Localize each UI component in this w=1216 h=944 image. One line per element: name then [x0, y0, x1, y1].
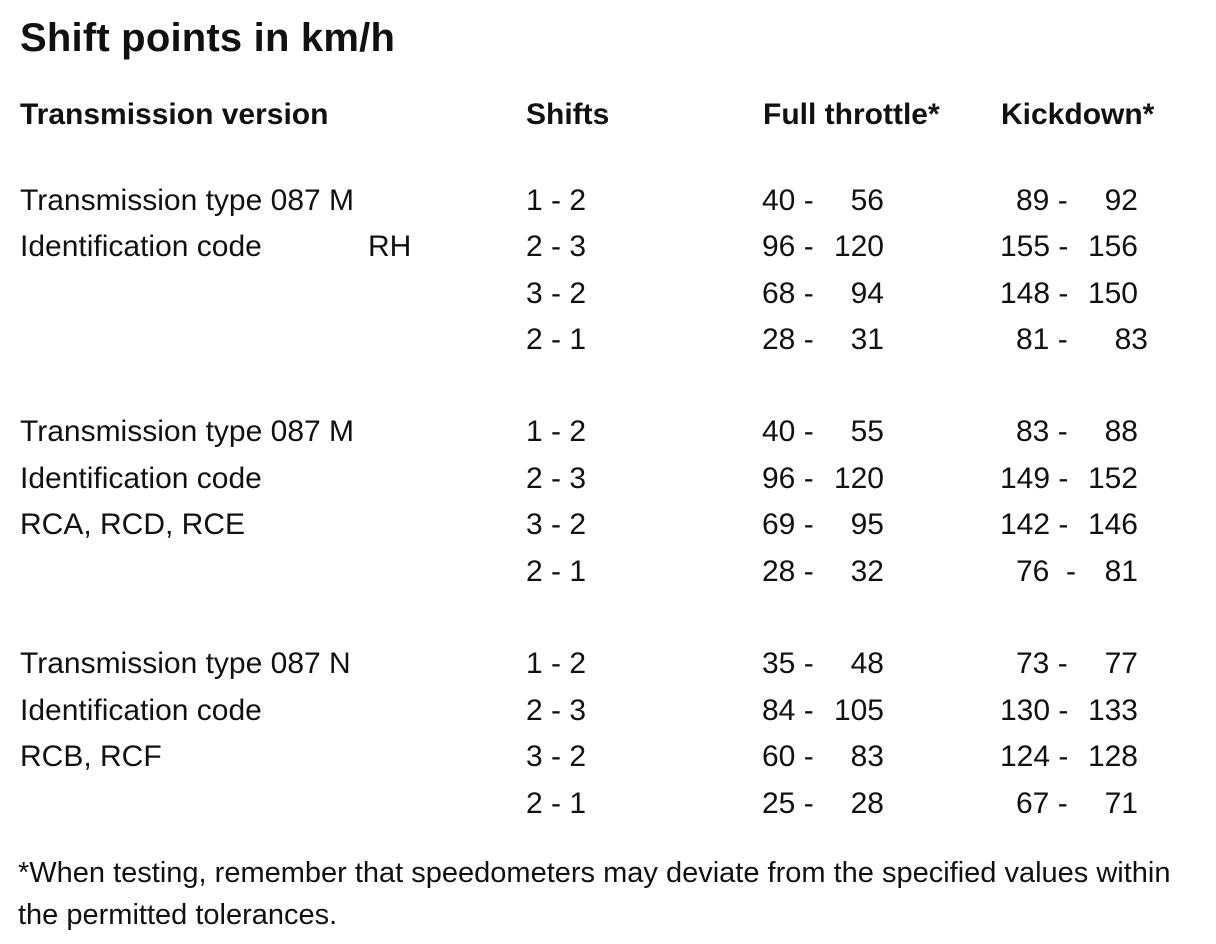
range-low: 124 - — [1000, 740, 1069, 773]
range-high: 88 — [1104, 415, 1138, 448]
kickdown-cell — [1000, 229, 1138, 265]
range-low: 142 - — [1000, 508, 1069, 541]
range-high: 81 — [1104, 555, 1138, 588]
kickdown-cell — [1000, 739, 1138, 775]
shift-cell: 3 - 2 — [526, 508, 587, 541]
version-line: RCB, RCF — [20, 740, 162, 773]
range-high: 31 — [850, 323, 884, 356]
kickdown-cell — [1000, 693, 1138, 729]
kickdown-cell — [1000, 554, 1138, 590]
kickdown-cell — [1000, 786, 1138, 822]
range-high: 28 — [850, 787, 884, 820]
range-low: 28 - — [762, 555, 814, 588]
column-header-version: Transmission version — [20, 98, 329, 131]
kickdown-cell — [1000, 276, 1138, 312]
range-high: 56 — [850, 184, 884, 217]
range-high: 83 — [1114, 323, 1148, 356]
range-high: 55 — [850, 415, 884, 448]
range-low: 149 - — [1000, 462, 1069, 495]
range-high: 133 — [1087, 694, 1138, 727]
shift-cell: 2 - 3 — [526, 462, 587, 495]
shift-cell: 2 - 1 — [526, 555, 587, 588]
version-line: Transmission type 087 N — [20, 647, 351, 680]
column-header-full-throttle: Full throttle* — [763, 98, 940, 131]
shift-cell: 2 - 1 — [526, 323, 587, 356]
version-line-text: Identification code — [20, 230, 262, 263]
range-high: 146 — [1087, 508, 1138, 541]
shift-cell: 3 - 2 — [526, 740, 587, 773]
page-title: Shift points in km/h — [20, 16, 396, 60]
version-line: Identification code — [20, 462, 262, 495]
range-low: 28 - — [762, 323, 814, 356]
range-low: 96 - — [762, 462, 814, 495]
range-high: 32 — [850, 555, 884, 588]
range-low: 83 - — [1016, 415, 1068, 448]
range-low: 40 - — [762, 184, 814, 217]
range-low: 68 - — [762, 277, 814, 310]
kickdown-cell — [1000, 507, 1138, 543]
full-throttle-cell — [762, 229, 884, 265]
full-throttle-cell — [762, 414, 884, 450]
range-high: 128 — [1087, 740, 1138, 773]
shift-cell: 2 - 1 — [526, 787, 587, 820]
shift-cell: 3 - 2 — [526, 277, 587, 310]
range-high: 95 — [850, 508, 884, 541]
full-throttle-cell — [762, 554, 884, 590]
range-low: 130 - — [1000, 694, 1069, 727]
column-header-kickdown: Kickdown* — [1001, 98, 1155, 131]
range-low: 81 - — [1016, 323, 1068, 356]
shift-cell: 2 - 3 — [526, 230, 587, 263]
range-low: 73 - — [1016, 647, 1068, 680]
version-line: Identification code — [20, 694, 262, 727]
full-throttle-cell — [762, 276, 884, 312]
range-high: 120 — [833, 230, 884, 263]
version-line: Transmission type 087 M — [20, 184, 355, 217]
range-low: 60 - — [762, 740, 814, 773]
full-throttle-cell — [762, 461, 884, 497]
full-throttle-cell — [762, 739, 884, 775]
range-low: 155 - — [1000, 230, 1069, 263]
shift-cell: 1 - 2 — [526, 184, 587, 217]
shift-cell: 1 - 2 — [526, 647, 587, 680]
version-line: RCA, RCD, RCE — [20, 508, 246, 541]
column-header-shifts: Shifts — [526, 98, 610, 131]
range-low: 40 - — [762, 415, 814, 448]
version-line — [20, 229, 412, 265]
range-high: 92 — [1104, 184, 1138, 217]
footnote: *When testing, remember that speedometers may deviate from the specified values within the permitted tolerances. — [18, 857, 1171, 931]
range-high: 120 — [833, 462, 884, 495]
full-throttle-cell — [762, 183, 884, 219]
range-low: 148 - — [1000, 277, 1069, 310]
full-throttle-cell — [762, 322, 884, 358]
full-throttle-cell — [762, 646, 884, 682]
range-high: 105 — [833, 694, 884, 727]
range-low: 67 - — [1016, 787, 1068, 820]
kickdown-cell — [1000, 414, 1138, 450]
range-low: 96 - — [762, 230, 814, 263]
full-throttle-cell — [762, 786, 884, 822]
range-low: 89 - — [1016, 184, 1068, 217]
kickdown-cell — [1000, 183, 1138, 219]
kickdown-cell — [1000, 646, 1138, 682]
shift-cell: 1 - 2 — [526, 415, 587, 448]
full-throttle-cell — [762, 507, 884, 543]
shift-cell: 2 - 3 — [526, 694, 587, 727]
range-high: 83 — [850, 740, 884, 773]
range-high: 94 — [850, 277, 884, 310]
version-line: Transmission type 087 M — [20, 415, 355, 448]
range-high: 152 — [1087, 462, 1138, 495]
range-high: 48 — [850, 647, 884, 680]
identification-code-value: RH — [368, 230, 412, 263]
range-high: 71 — [1104, 787, 1138, 820]
kickdown-cell — [1000, 322, 1148, 358]
range-low: 84 - — [762, 694, 814, 727]
range-low: 76 - — [1016, 555, 1077, 588]
kickdown-cell — [1000, 461, 1138, 497]
range-high: 156 — [1087, 230, 1138, 263]
range-low: 69 - — [762, 508, 814, 541]
full-throttle-cell — [762, 693, 884, 729]
range-low: 25 - — [762, 787, 814, 820]
range-low: 35 - — [762, 647, 814, 680]
range-high: 150 — [1087, 277, 1138, 310]
range-high: 77 — [1104, 647, 1138, 680]
